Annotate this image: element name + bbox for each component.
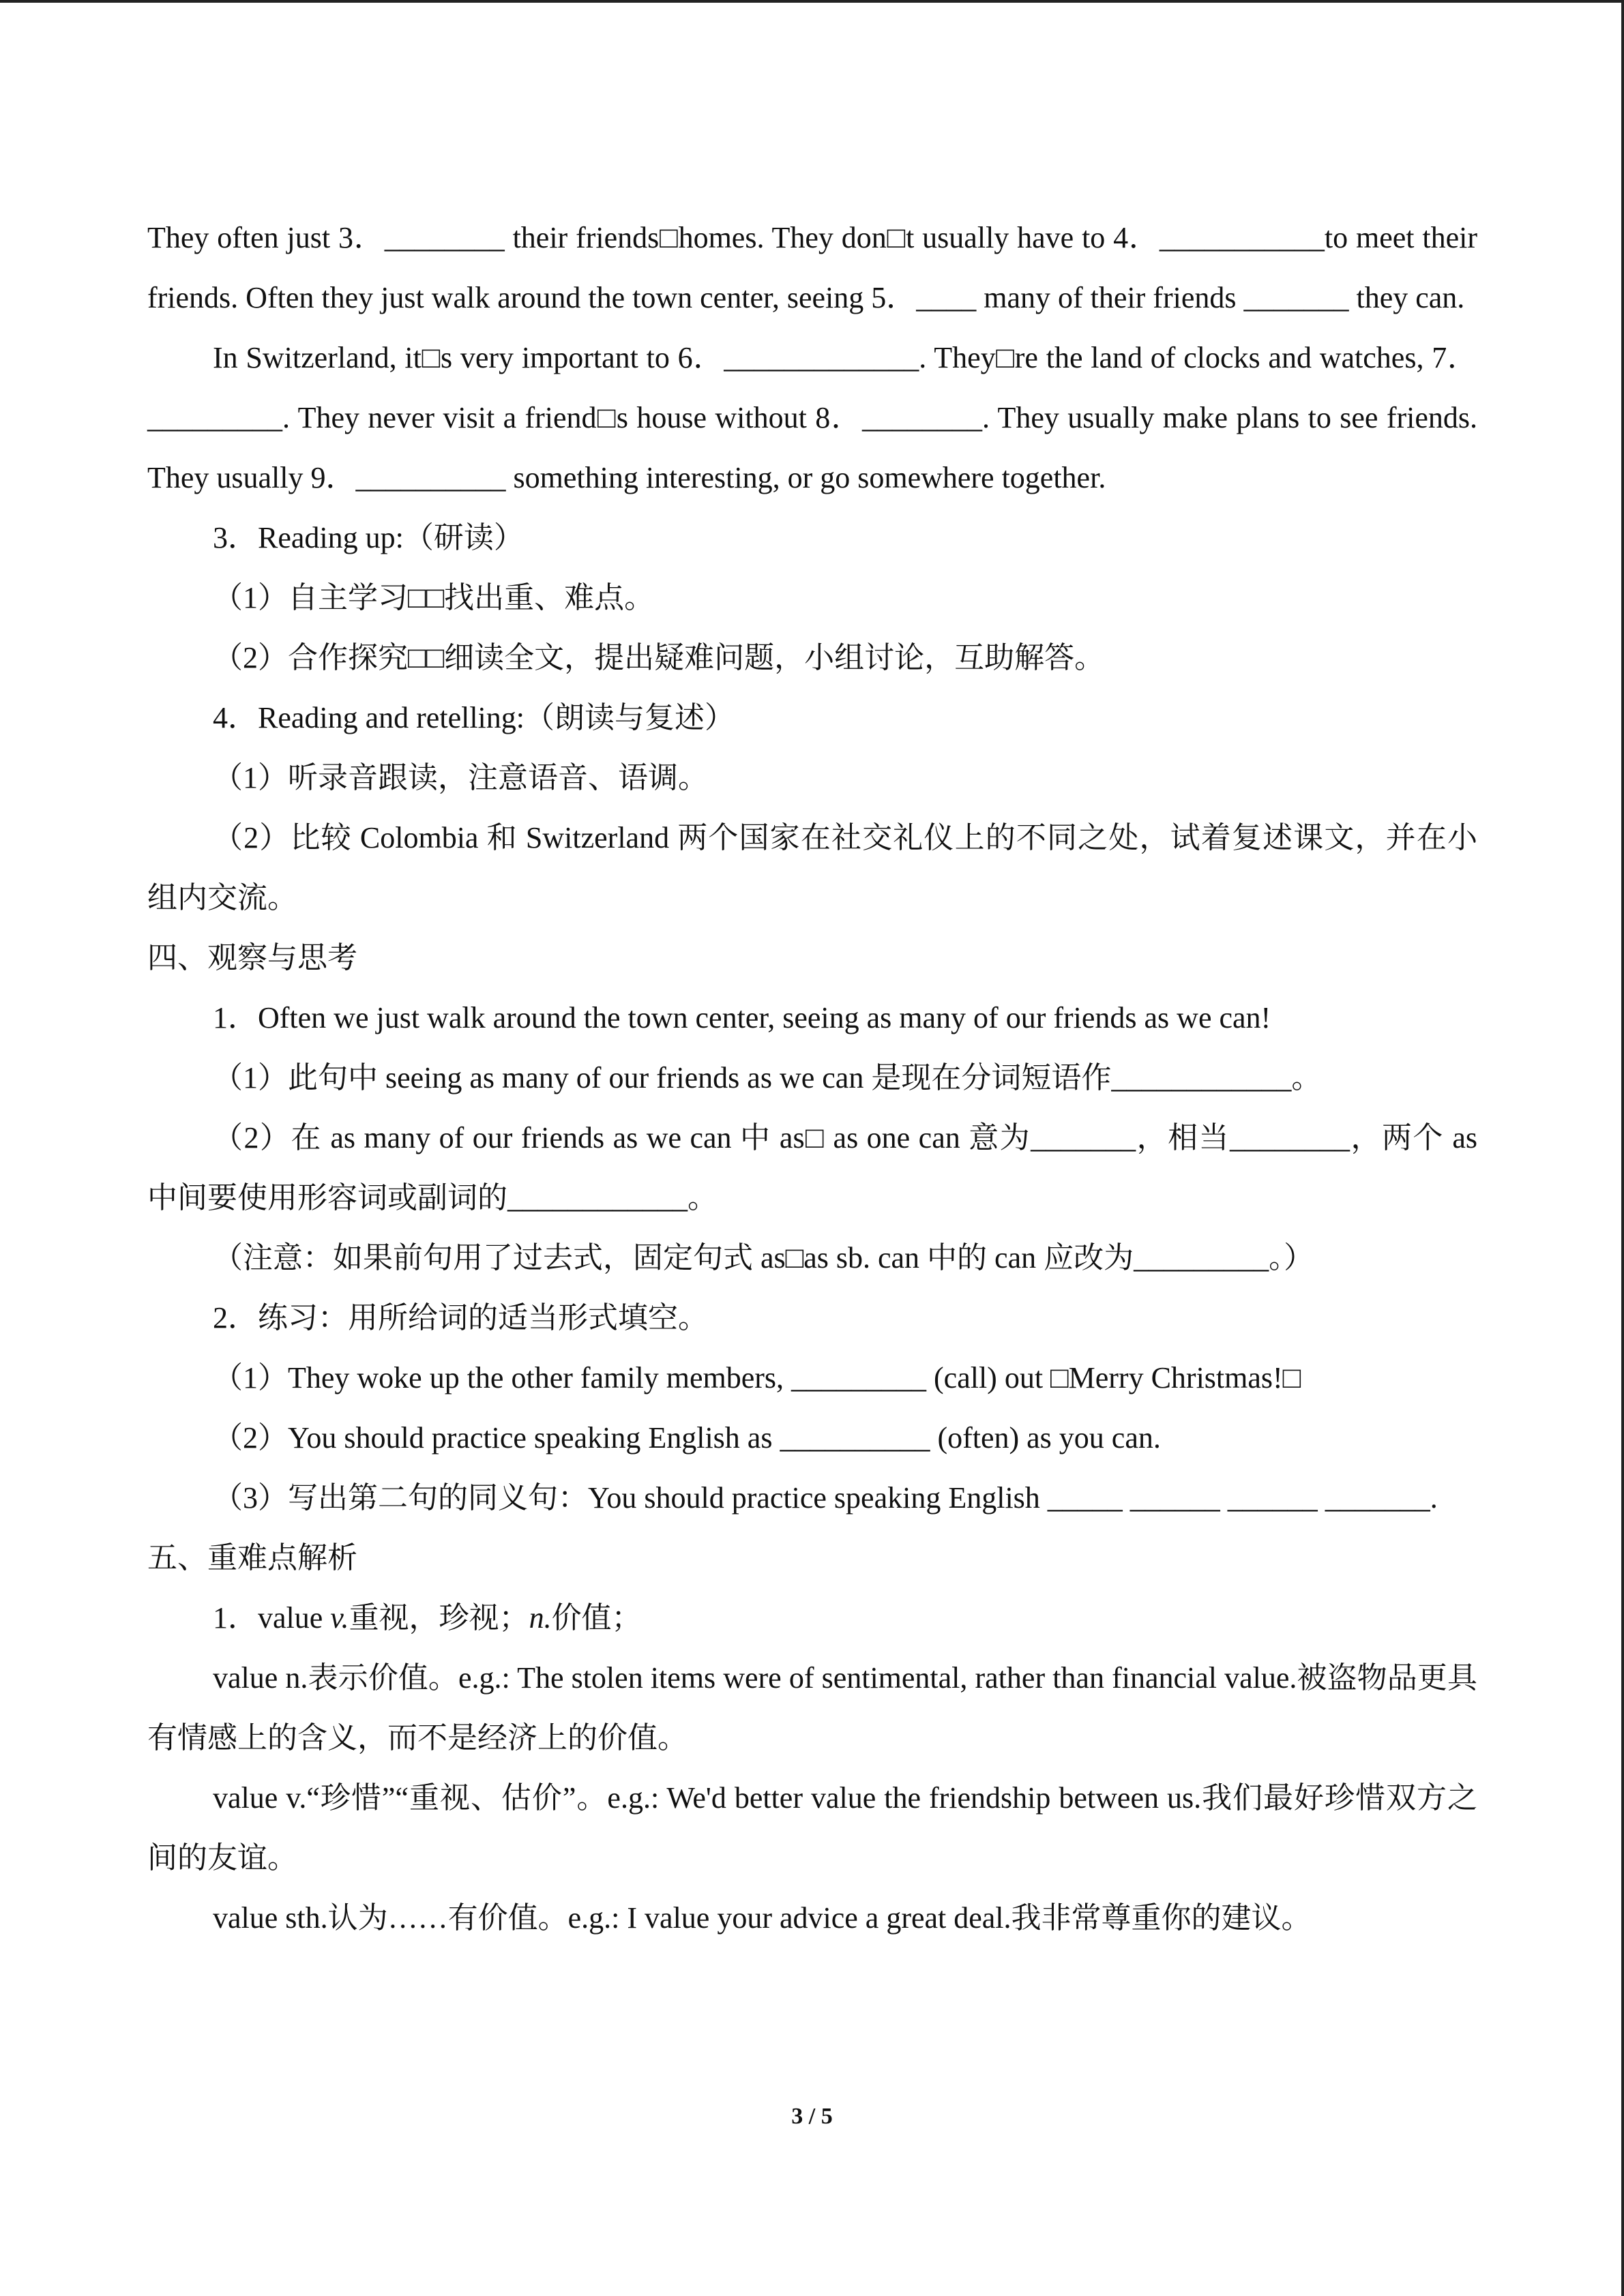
verb-meaning: 重视，珍视；: [349, 1601, 529, 1635]
section-4-note: （注意：如果前句用了过去式，固定句式 as□as sb. can 中的 can 应改为_________。）: [213, 1241, 1314, 1274]
section-4-question-2-3: （3）写出第二句的同义句：You should practice speaking English _____ ______ ______ _______.: [213, 1481, 1438, 1515]
page-top-border: [0, 0, 1624, 3]
reading-retelling-title: 4．Reading and retelling:（朗读与复述）: [213, 701, 735, 734]
section-4-question-2-1: （1）They woke up the other family members, _________ (call) out □Merry Christmas!□: [213, 1361, 1301, 1395]
page-number: 3 / 5: [791, 2104, 833, 2129]
verb-abbrev: v.: [330, 1601, 349, 1635]
section-5-value-sth: value sth.认为……有价值。e.g.: I value your advice a great deal.我非常尊重你的建议。: [213, 1901, 1312, 1935]
noun-abbrev: n.: [529, 1601, 552, 1635]
reading-up-title: 3．Reading up:（研读）: [213, 521, 524, 554]
reading-retelling-item-2: （2）比较 Colombia 和 Switzerland 两个国家在社交礼仪上的不同之处，试着复述课文，并在小组内交流。: [147, 821, 1477, 914]
section-4-title: 四、观察与思考: [147, 941, 357, 974]
section-4-question-2-2: （2）You should practice speaking English as __________ (often) as you can.: [213, 1421, 1161, 1455]
reading-up-item-2: （2）合作探究□□细读全文，提出疑难问题，小组讨论，互助解答。: [213, 641, 1105, 674]
section-4-question-1: 1．Often we just walk around the town center, seeing as many of our friends as we can!: [213, 1001, 1271, 1034]
section-5-title: 五、重难点解析: [147, 1541, 357, 1575]
section-4-question-1-1: （1）此句中 seeing as many of our friends as we can 是现在分词短语作____________。: [213, 1061, 1322, 1094]
reading-up-item-1: （1）自主学习□□找出重、难点。: [213, 581, 655, 614]
value-term: 1．value: [213, 1601, 331, 1635]
section-4-question-2: 2．练习：用所给词的适当形式填空。: [213, 1301, 708, 1335]
section-5-verb-usage: value v.“珍惜”“重视、估价”。e.g.: We'd better value the friendship between us.我们最好珍惜双方之间的友谊。: [147, 1781, 1477, 1875]
section-5-point-1: [147, 1588, 1477, 1648]
passage-colombia-paragraph: They often just 3．________ their friends□homes. They don□t usually have to 4．___________to meet their friends. Often they just walk around the town center, seeing 5．____ many of their friends _______ they can.: [147, 221, 1477, 314]
noun-meaning: 价值；: [551, 1601, 642, 1635]
passage-switzerland-paragraph: In Switzerland, it□s very important to 6．_____________. They□re the land of clocks and watches, 7．_________. They never visit a friend□s house without 8．________. They usually make plans to see friends. They usually 9．__________ something interesting, or go somewhere together.: [147, 341, 1477, 494]
section-4-question-1-2: （2）在 as many of our friends as we can 中 as□ as one can 意为_______，相当________，两个 as 中间要使用形容词或副词的____________。: [147, 1121, 1477, 1214]
section-5-noun-usage: value n.表示价值。e.g.: The stolen items were of sentimental, rather than financial value.被盗物品更具有情感上的含义，而不是经济上的价值。: [147, 1661, 1477, 1755]
page-right-border: [1621, 0, 1624, 2296]
reading-retelling-item-1: （1）听录音跟读，注意语音、语调。: [213, 761, 708, 794]
document-body: [147, 208, 1477, 1948]
